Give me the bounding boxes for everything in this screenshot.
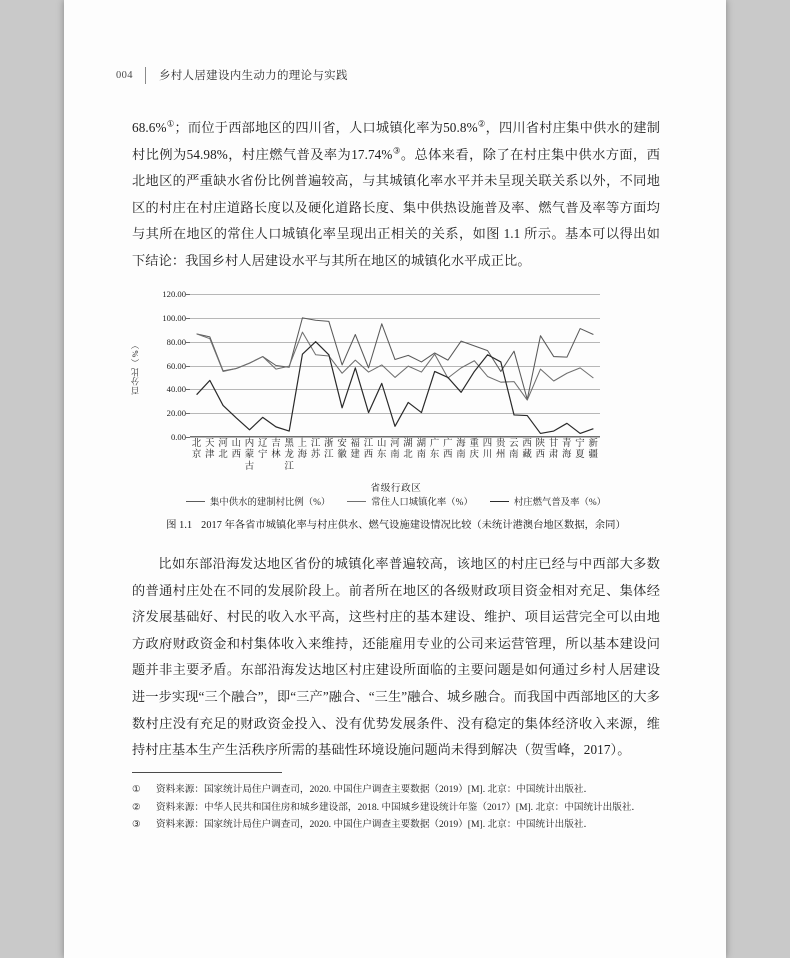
- chart-x-tick-label: [573, 439, 586, 481]
- chart-x-tick-char: 津: [205, 450, 215, 461]
- chart-x-tick-label: [520, 439, 533, 481]
- chart-x-tick-label: [454, 439, 467, 481]
- chart-x-tick-label: [322, 439, 335, 481]
- footnote-text: 资料来源：国家统计局住户调查司，2020. 中国住户调查主要数据（2019）[M]. 北京：中国统计出版社．: [156, 819, 594, 831]
- chart-x-tick-char: 安: [337, 439, 347, 449]
- chart-x-tick-label: [243, 439, 256, 481]
- chart-x-tick-char: 藏: [522, 450, 532, 461]
- chart-x-tick-char: 广: [429, 439, 440, 449]
- chart-legend-label: 常住人口城镇化率（%）: [371, 498, 473, 508]
- chart-legend-swatch-icon: [347, 501, 366, 502]
- chart-x-tick-char: 江: [310, 439, 321, 449]
- chart-x-tick-char: 建: [350, 450, 360, 461]
- footnote-ref-3[interactable]: ③: [392, 146, 401, 156]
- chart-series-line: [197, 318, 594, 400]
- chart-x-tick-char: 湖: [403, 439, 413, 449]
- chart-x-tick-char: 西: [363, 450, 374, 461]
- para1-seg-c: ，四川省村庄集中供水的建制村比例为54.98%，村庄燃气普及率为17.74%: [132, 120, 661, 162]
- chart-y-tick-mark: [186, 437, 190, 438]
- chart-x-tick-char: 江: [284, 461, 294, 472]
- footnote-marker: ②: [132, 801, 141, 813]
- chart-legend-label: 集中供水的建制村比例（%）: [209, 498, 331, 508]
- chart-legend-label: 村庄燃气普及率（%）: [513, 498, 607, 508]
- chart-x-tick-label: [335, 439, 348, 481]
- figure-caption-text: 2017 年各省市城镇化率与村庄供水、燃气设施建设情况比较（未统计港澳台地区数据，余同）: [201, 520, 626, 531]
- chart-x-tick-char: 夏: [575, 450, 585, 461]
- chart-x-tick-char: 山: [231, 439, 241, 449]
- chart-x-tick-char: 天: [205, 439, 215, 449]
- chart-x-tick-label: [547, 439, 560, 481]
- chart-x-tick-char: 浙: [324, 439, 334, 449]
- chart-x-tick-label: [309, 439, 322, 481]
- chart-x-tick-char: 山: [376, 439, 387, 449]
- chart-legend-swatch-icon: [186, 501, 205, 502]
- chart-x-tick-char: 四: [482, 439, 493, 449]
- chart-x-tick-label: [415, 439, 428, 481]
- chart-x-tick-char: 林: [271, 450, 281, 461]
- chart-x-tick-label: [375, 439, 388, 481]
- chart-x-tick-char: 辽: [258, 439, 268, 449]
- chart-x-tick-char: 庆: [469, 450, 479, 461]
- chart-legend-item[interactable]: [347, 494, 473, 508]
- chart-x-tick-char: 北: [403, 450, 413, 461]
- chart-x-tick-char: 福: [350, 439, 360, 449]
- chart-x-tick-char: 黑: [284, 439, 294, 449]
- footnote-ref-2[interactable]: ②: [477, 119, 486, 129]
- chart-x-tick-label: [388, 439, 401, 481]
- figure-caption: [132, 516, 660, 531]
- footnote-list: [132, 782, 660, 834]
- para1-seg-b: ；而位于西部地区的四川省，人口城镇化率为50.8%: [174, 120, 478, 135]
- chart-y-tick-label: 60.00: [166, 360, 186, 371]
- para1-seg-a: 68.6%: [132, 120, 167, 135]
- chart-x-tick-char: 云: [509, 439, 519, 449]
- para1-seg-d: 。总体来看，除了在村庄集中供水方面，西北地区的严重缺水省份比例普遍较高，与其城镇化率水平并未呈现关联关系以外，不同地区的村庄在村庄道路长度以及硬化道路长度、集中供热设施普及率、燃气普及率等方面均与其所在地区的常住人口城镇化率呈现出正相关的关系，如图 1.1 所示。基本可以得出如下结论：我国乡村人居建设水平与其所在地区的城镇化水平成正比。: [132, 146, 660, 268]
- footnote-text: 资料来源：国家统计局住户调查司，2020. 中国住户调查主要数据（2019）[M]. 北京：中国统计出版社．: [156, 784, 594, 795]
- page-folio: 004: [116, 69, 133, 81]
- footnote-item: [132, 782, 660, 799]
- chart-plot: [190, 294, 600, 437]
- chart-x-tick-char: 陕: [535, 439, 545, 449]
- footnote-section: [132, 772, 660, 835]
- chart-x-tick-label: [402, 439, 415, 481]
- chart-x-tick-char: 吉: [271, 439, 281, 449]
- chart-x-tick-char: 西: [522, 439, 532, 449]
- chart-x-tick-char: 新: [588, 439, 598, 449]
- chart-x-tick-char: 重: [469, 439, 479, 449]
- footnote-ref-1[interactable]: ①: [166, 119, 175, 129]
- chart-x-tick-label: [428, 439, 441, 481]
- chart-x-tick-char: 海: [562, 450, 572, 461]
- chart-x-axis-ticks: [190, 439, 600, 481]
- chart-x-tick-label: [283, 439, 296, 481]
- chart-area: [131, 289, 660, 479]
- figure-1-1: [131, 289, 660, 531]
- chart-x-tick-label: [190, 439, 203, 481]
- chart-y-tick-label: 40.00: [166, 384, 186, 395]
- chart-legend-swatch-icon: [490, 501, 509, 502]
- chart-x-tick-char: 北: [191, 439, 202, 449]
- chart-x-tick-char: 江: [363, 439, 374, 449]
- chart-x-tick-label: [269, 439, 282, 481]
- chart-x-tick-label: [494, 439, 507, 481]
- chart-x-tick-char: 西: [231, 450, 241, 461]
- footnote-item: [132, 800, 660, 817]
- chart-x-tick-char: 河: [390, 439, 400, 449]
- chart-x-tick-label: [230, 439, 243, 481]
- chart-x-tick-char: 京: [191, 450, 202, 461]
- chart-x-tick-char: 肃: [548, 450, 559, 461]
- chart-x-axis-title: 省级行政区: [370, 483, 422, 494]
- chart-x-tick-char: 海: [297, 450, 308, 461]
- running-head-title: 乡村人居建设内生动力的理论与实践: [158, 70, 348, 82]
- chart-x-tick-char: 南: [416, 450, 427, 461]
- chart-x-tick-char: 南: [390, 450, 400, 461]
- body-paragraph-1: [132, 115, 660, 275]
- chart-x-tick-label: [441, 439, 454, 481]
- chart-legend: [132, 494, 660, 508]
- chart-y-axis-ticks: [144, 289, 186, 442]
- document-page: [64, 0, 726, 958]
- chart-y-tick-label: 20.00: [166, 408, 186, 419]
- chart-x-tick-label: [560, 439, 573, 481]
- chart-x-tick-char: 龙: [284, 450, 294, 461]
- chart-x-tick-label: [256, 439, 269, 481]
- chart-x-tick-char: 宁: [575, 439, 585, 449]
- chart-x-tick-char: 海: [456, 439, 466, 449]
- chart-legend-item[interactable]: [186, 494, 330, 508]
- chart-x-tick-label: [216, 439, 229, 481]
- chart-x-tick-char: 贵: [495, 439, 506, 449]
- chart-x-tick-char: 古: [244, 461, 255, 472]
- chart-x-tick-label: [296, 439, 309, 481]
- chart-x-tick-char: 东: [429, 450, 440, 461]
- figure-caption-number: 图 1.1: [166, 520, 193, 531]
- chart-x-tick-char: 州: [495, 450, 506, 461]
- chart-x-tick-label: [203, 439, 216, 481]
- footnote-item: [132, 817, 660, 834]
- chart-x-tick-char: 川: [482, 450, 493, 461]
- chart-x-tick-char: 南: [509, 450, 519, 461]
- footnote-marker: ①: [132, 784, 141, 795]
- chart-x-tick-label: [468, 439, 481, 481]
- chart-x-tick-char: 西: [443, 450, 453, 461]
- footnote-text: 资料来源：中华人民共和国住房和城乡建设部，2018. 中国城乡建设统计年鉴（2017）[M]. 北京：中国统计出版社．: [156, 801, 642, 813]
- chart-x-tick-char: 南: [456, 450, 466, 461]
- chart-x-tick-char: 湖: [416, 439, 427, 449]
- chart-x-tick-char: 宁: [258, 450, 268, 461]
- chart-x-tick-label: [349, 439, 362, 481]
- chart-x-tick-char: 河: [218, 439, 228, 449]
- chart-y-axis-title: 百分比（%）: [131, 340, 140, 395]
- chart-x-tick-char: 疆: [588, 450, 598, 461]
- body-paragraph-2: 比如东部沿海发达地区省份的城镇化率普遍较高，该地区的村庄已经与中西部大多数的普通村庄处在不同的发展阶段上。前者所在地区的各级财政项目资金相对充足、集体经济发展基础好、村民的收入水平高，这些村庄的基本建设、维护、项目运营完全可以由地方政府财政资金和村集体收入来维持，还能雇用专业的公司来运营管理，所以基本建设问题并非主要矛盾。东部沿海发达地区村庄建设所面临的主要问题是如何通过乡村人居建设进一步实现“三个融合”，即“三产”融合、“三生”融合、城乡融合。而我国中西部地区的大多数村庄没有充足的财政资金投入、没有优势发展条件、没有稳定的集体经济收入来源，维持村庄基本生产生活秩序所需的基础性环境设施问题尚未得到解决（贺雪峰，2017）。: [132, 556, 660, 758]
- chart-x-tick-char: 内: [244, 439, 255, 449]
- chart-x-tick-label: [362, 439, 375, 481]
- chart-y-tick-label: 0.00: [170, 432, 186, 442]
- chart-x-tick-char: 上: [297, 439, 308, 449]
- chart-x-tick-char: 甘: [548, 439, 559, 449]
- chart-x-tick-label: [481, 439, 494, 481]
- chart-gridline: [190, 437, 600, 438]
- chart-x-tick-label: [534, 439, 547, 481]
- chart-legend-item[interactable]: [490, 494, 606, 508]
- chart-x-tick-char: 苏: [310, 450, 321, 461]
- chart-x-tick-char: 江: [324, 450, 334, 461]
- chart-series-line: [197, 342, 594, 434]
- chart-x-tick-char: 徽: [337, 450, 347, 461]
- chart-series-group: [190, 294, 600, 437]
- chart-x-tick-char: 青: [562, 439, 572, 449]
- chart-y-tick-label: 100.00: [162, 312, 186, 323]
- chart-y-tick-label: 120.00: [162, 289, 186, 299]
- chart-x-tick-label: [507, 439, 520, 481]
- chart-x-tick-label: [587, 439, 600, 481]
- chart-x-tick-char: 北: [218, 450, 228, 461]
- chart-x-tick-char: 东: [376, 450, 387, 461]
- chart-x-tick-char: 蒙: [244, 450, 255, 461]
- chart-y-tick-label: 80.00: [166, 336, 186, 347]
- chart-x-tick-char: 西: [535, 450, 545, 461]
- running-head: [116, 62, 348, 88]
- footnote-marker: ③: [132, 819, 141, 831]
- chart-x-tick-char: 广: [443, 439, 453, 449]
- footnote-rule: [132, 772, 282, 773]
